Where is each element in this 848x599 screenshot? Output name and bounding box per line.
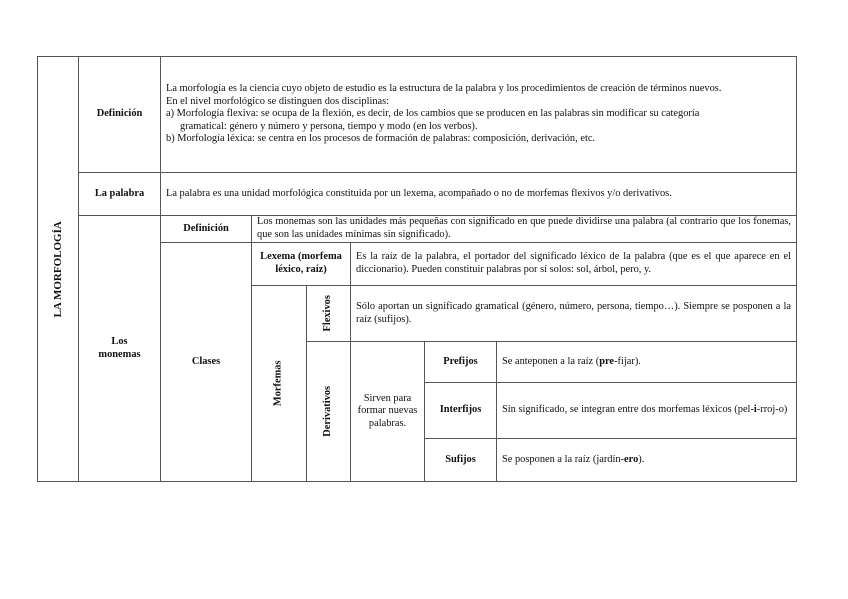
page-title: LA MORFOLOGÍA: [51, 220, 64, 318]
derivativos-text-cell: [350, 341, 425, 482]
morfemas-label: Morfemas: [272, 360, 284, 407]
flexivos-label: Flexivos: [322, 295, 334, 332]
flexivos-label-cell: [306, 285, 351, 342]
interfijos-text-cell: [496, 382, 797, 439]
sufijos-label-cell: [424, 438, 497, 482]
morfemas-label-cell: [251, 285, 307, 482]
monemas-definicion-label-cell: [160, 215, 252, 243]
palabra-text-cell: [160, 172, 797, 216]
lexema-label: Lexema (morfema léxico, raíz): [260, 251, 342, 275]
lexema-label-cell: [251, 242, 351, 286]
definicion-text-cell: [160, 56, 797, 173]
definicion-label: Definición: [96, 108, 143, 120]
derivativos-text: Sirven para formar nuevas palabras.: [357, 392, 418, 429]
interfijos-text: Sin significado, se integran entre dos morfemas léxicos (pel-i-rroj-o): [502, 404, 788, 416]
definicion-line4: b) Morfología léxica: se centra en los procesos de formación de palabras: composición, derivación, etc.: [166, 133, 596, 145]
interfijos-label-cell: [424, 382, 497, 439]
clases-label: Clases: [191, 355, 221, 367]
prefijos-text-cell: [496, 341, 797, 383]
sufijos-text: Se posponen a la raíz (jardín-ero).: [502, 453, 645, 465]
palabra-label-cell: [78, 172, 161, 216]
definicion-line1: La morfología es la ciencia cuyo objeto de estudio es la estructura de la palabra y los procedimientos de creación de términos nuevos.: [166, 83, 722, 95]
derivativos-label-cell: [306, 341, 351, 482]
prefijos-text: Se anteponen a la raíz (pre-fijar).: [502, 355, 641, 367]
flexivos-text-cell: [350, 285, 797, 342]
monemas-label-cell: [78, 215, 161, 482]
monemas-label: Los monemas: [98, 335, 141, 360]
palabra-label: La palabra: [94, 187, 145, 199]
monemas-definicion-text-cell: [251, 215, 797, 243]
flexivos-text: Sólo aportan un significado gramatical (género, número, persona, tiempo…). Siempre se posponen a la raíz (sufijos).: [356, 300, 791, 325]
definicion-line2: En el nivel morfológico se distinguen dos disciplinas:: [166, 95, 390, 107]
palabra-text: La palabra es una unidad morfológica constituida por un lexema, acompañado o no de morfemas flexivos y/o derivativos.: [166, 187, 672, 199]
interfijos-label: Interfijos: [439, 404, 482, 416]
clases-label-cell: [160, 242, 252, 482]
lexema-text-cell: [350, 242, 797, 286]
derivativos-label: Derivativos: [322, 386, 334, 437]
lexema-text: Es la raíz de la palabra, el portador del significado léxico de la palabra (que es el que aparece en el diccionario). Pueden constituir palabras por sí solos: sol, árbol, pero, y.: [356, 251, 791, 275]
definicion-line3: a) Morfología flexiva: se ocupa de la flexión, es decir, de los cambios que se producen en las palabras sin modificar su categoría: [166, 108, 700, 120]
sufijos-label: Sufijos: [445, 453, 476, 465]
prefijos-label-cell: [424, 341, 497, 383]
definicion-line3b: gramatical: género y número y persona, tiempo y modo (en los verbos).: [180, 120, 478, 132]
prefijos-label: Prefijos: [443, 355, 478, 367]
definicion-label-cell: [78, 56, 161, 173]
sufijos-text-cell: [496, 438, 797, 482]
monemas-definicion-label: Definición: [183, 222, 229, 234]
monemas-definicion-text: Los monemas son las unidades más pequeñas con significado en que puede dividirse una palabra (al contrario que los fonemas, que son las unidades mínimas sin significado).: [257, 216, 791, 240]
title-cell: [37, 56, 79, 482]
